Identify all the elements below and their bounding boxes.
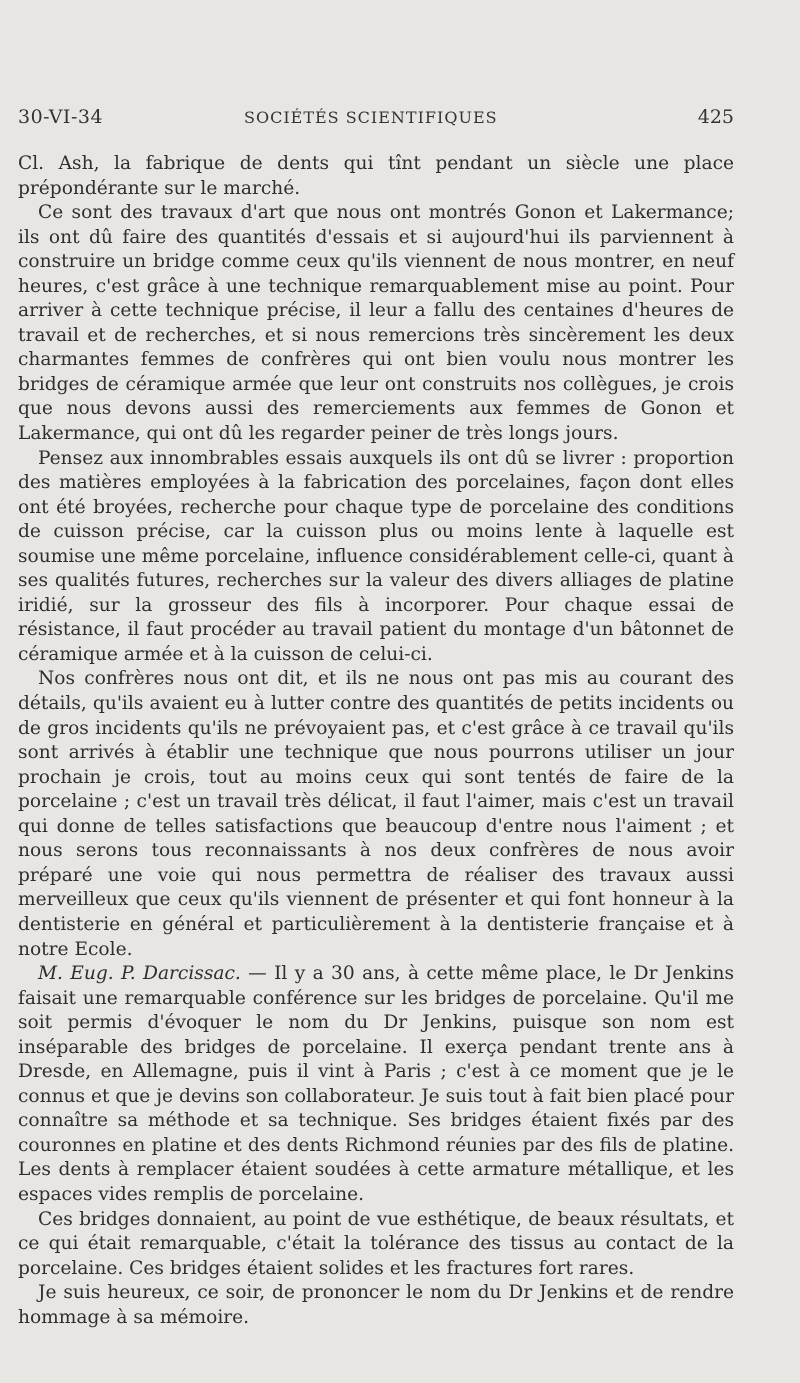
paragraph: Pensez aux innombrables essais auxquels ils ont dû se livrer : proportion des matières employées à la fabrication des porcelaines, façon dont elles ont été broyées, recherche pour chaque type de porcelaine des conditions de cuisson précise, car la cuisson plus ou moins lente à laquelle est soumise une même porcelaine, influence considérablement celle-ci, quant à ses qualités futures, recherches sur la valeur des divers alliages de platine iridié, sur la grosseur des fils à incorporer. Pour chaque essai de résistance, il faut procéder au travail patient du montage d'un bâtonnet de céramique armée et à la cuisson de celui-ci. xyxy=(18,447,734,665)
paragraph-with-speaker xyxy=(18,962,734,1207)
header-section-title: SOCIÉTÉS SCIENTIFIQUES xyxy=(244,108,498,127)
paragraph: Ce sont des travaux d'art que nous ont montrés Gonon et Lakermance; ils ont dû faire des quantités d'essais et si aujourd'hui ils parviennent à construire un bridge comme ceux qu'ils viennent de nous montrer, en neuf heures, c'est grâce à une technique remarquablement mise au point. Pour arriver à cette technique précise, il leur a fallu des centaines d'heures de travail et de recherches, et si nous remercions très sincèrement les deux charmantes femmes de confrères qui ont bien voulu nous montrer les bridges de céramique armée que leur ont construits nos collègues, je crois que nous devons aussi des remerciements aux femmes de Gonon et Lakermance, qui ont dû les regarder peiner de très longs jours. xyxy=(18,202,734,445)
speaker-name: M. Eug. P. Darcissac. xyxy=(38,963,241,985)
paragraph: Ces bridges donnaient, au point de vue esthétique, de beaux résultats, et ce qui était remarquable, c'était la tolérance des tissus au contact de la porcelaine. Ces bridges étaient solides et les fractures fort rares. xyxy=(18,1208,734,1279)
paragraph: Nos confrères nous ont dit, et ils ne nous ont pas mis au courant des détails, qu'ils avaient eu à lutter contre des quantités de petits incidents ou de gros incidents qu'ils ne prévoyaient pas, et c'est grâce à ce travail qu'ils sont arrivés à établir une technique que nous pourrons utiliser un jour prochain je crois, tout au moins ceux qui sont tentés de faire de la porcelaine ; c'est un travail très délicat, il faut l'aimer, mais c'est un travail qui donne de telles satisfactions que beaucoup d'entre nous l'aiment ; et nous serons tous reconnaissants à nos deux confrères de nous avoir préparé une voie qui nous permettra de réaliser des travaux aussi merveilleux que ceux qu'ils viennent de présenter et qui font honneur à la dentisterie en général et particulièrement à la dentisterie française et à notre Ecole. xyxy=(18,668,734,960)
paragraph: Je suis heureux, ce soir, de prononcer le nom du Dr Jenkins et de rendre hommage à sa mémoire. xyxy=(18,1282,734,1328)
body-text xyxy=(18,152,734,1330)
paragraph: Cl. Ash, la fabrique de dents qui tînt pendant un siècle une place prépondérante sur le marché. xyxy=(18,153,734,199)
speaker-text: — Il y a 30 ans, à cette même place, le Dr Jenkins faisait une remarquable conférence sur les bridges de porcelaine. Qu'il me soit permis d'évoquer le nom du Dr Jenkins, puisque son nom est inséparable des bridges de porcelaine. Il exerça pendant trente ans à Dresde, en Allemagne, puis il vint à Paris ; c'est à ce moment que je le connus et que je devins son collaborateur. Je suis tout à fait bien placé pour connaître sa méthode et sa technique. Ses bridges étaient fixés par des couronnes en platine et des dents Richmond réunies par des fils de platine. Les dents à remplacer étaient soudées à cette armature métallique, et les espaces vides remplis de porcelaine. xyxy=(18,963,734,1205)
header-date: 30-VI-34 xyxy=(18,106,104,128)
page-number: 425 xyxy=(697,106,734,128)
running-header xyxy=(18,106,734,136)
